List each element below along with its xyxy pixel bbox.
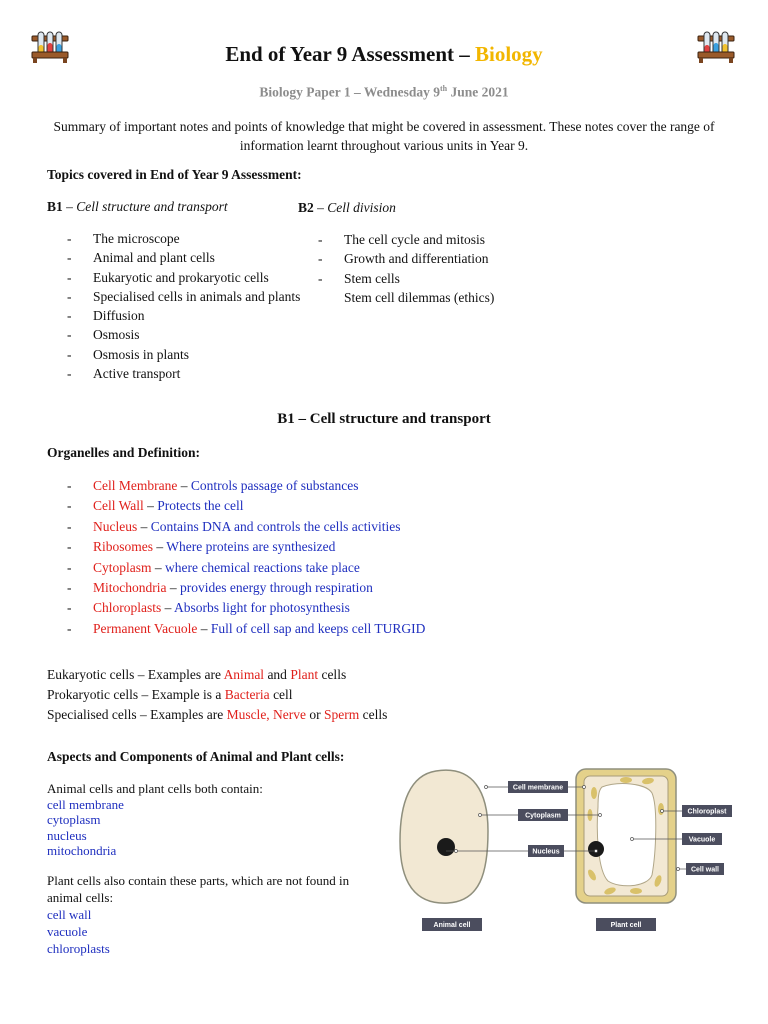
plant-intro: Plant cells also contain these parts, which are not found in animal cells: [47, 873, 350, 905]
list-item: - Cytoplasm – where chemical reactions take place [67, 559, 360, 575]
svg-text:Chloroplast: Chloroplast [687, 808, 727, 816]
list-item: cell wall [47, 907, 92, 922]
animal-nucleus [437, 838, 455, 856]
section-title: B1 – Cell structure and transport [277, 411, 491, 427]
svg-text:Cell membrane: Cell membrane [512, 784, 564, 792]
list-item: - Osmosis in plants [67, 346, 190, 362]
shared-components [47, 781, 387, 859]
b1-topic-heading: B1 – Cell structure and transport [47, 199, 228, 214]
label-animal-cell [422, 918, 482, 931]
cell-diagram [396, 763, 736, 938]
b2-topic-list [318, 230, 494, 307]
shared-intro: Animal cells and plant cells both contain: [47, 781, 263, 796]
svg-text:Vacuole: Vacuole [688, 836, 716, 844]
specialised-example: Specialised cells – Examples are Muscle, Nerve or Sperm cells [47, 707, 388, 722]
list-item: cytoplasm [47, 812, 101, 827]
label-plant-cell [596, 918, 656, 931]
list-item: - Growth and differentiation [318, 251, 489, 267]
list-item: - Stem cells [318, 270, 400, 286]
organelles-heading: Organelles and Definition: [47, 445, 201, 460]
label-cell-wall [686, 863, 724, 875]
page-title: End of Year 9 Assessment – Biology [225, 42, 543, 66]
aspects-heading: Aspects and Components of Animal and Plant cells: [47, 749, 345, 764]
animal-cell-body [400, 770, 488, 903]
list-item: - Specialised cells in animals and plants [67, 288, 301, 304]
label-cytoplasm [518, 809, 568, 821]
list-item: - The microscope [67, 231, 180, 246]
svg-text:Nucleus: Nucleus [532, 848, 560, 856]
svg-text:Cell wall: Cell wall [690, 866, 720, 874]
prokaryotic-example: Prokaryotic cells – Example is a Bacteria cell [47, 687, 293, 702]
title-accent: Biology [475, 42, 543, 66]
summary-text: Summary of important notes and points of knowledge that might be covered in assessment. These notes cover the range of information learnt throughout various units in Year 9. [53, 119, 715, 153]
svg-text:Plant cell: Plant cell [610, 922, 642, 929]
list-item: chloroplasts [47, 941, 110, 956]
b1-topic-list [67, 229, 300, 383]
list-item: - Animal and plant cells [67, 250, 215, 266]
list-item: mitochondria [47, 843, 117, 858]
label-nucleus [528, 845, 564, 857]
list-item: - Permanent Vacuole – Full of cell sap and keeps cell TURGID [67, 620, 426, 636]
list-item: - Ribosomes – Where proteins are synthesized [67, 539, 336, 555]
svg-text:Animal cell: Animal cell [433, 922, 471, 929]
list-item: vacuole [47, 924, 88, 939]
label-vacuole [682, 833, 722, 845]
list-item: - Chloroplasts – Absorbs light for photosynthesis [67, 600, 350, 616]
list-item: - Osmosis [67, 327, 140, 343]
cell-examples [47, 665, 387, 725]
paper-subtitle: Biology Paper 1 – Wednesday 9th June 2021 [259, 84, 509, 100]
list-item: - Mitochondria – provides energy through respiration [67, 580, 373, 596]
topics-heading: Topics covered in End of Year 9 Assessment: [47, 167, 302, 182]
list-item: - Eukaryotic and prokaryotic cells [67, 269, 269, 285]
label-cell-membrane [508, 781, 568, 793]
list-item: cell membrane [47, 796, 124, 812]
list-item: - Cell Wall – Protects the cell [67, 498, 244, 514]
list-item: - The cell cycle and mitosis [318, 232, 485, 247]
list-item: Stem cell dilemmas (ethics) [344, 289, 495, 305]
eukaryotic-example: Eukaryotic cells – Examples are Animal and Plant cells [47, 667, 347, 682]
organelles-list [67, 476, 425, 639]
plant-nucleus [588, 841, 604, 857]
list-item: - Diffusion [67, 308, 145, 324]
list-item: - Nucleus – Contains DNA and controls the cells activities [67, 518, 401, 534]
list-item: nucleus [47, 827, 87, 843]
b2-topic-heading: B2 – Cell division [298, 200, 396, 215]
plant-vacuole [597, 784, 655, 886]
list-item: - Cell Membrane – Controls passage of substances [67, 478, 359, 493]
label-chloroplast [682, 805, 732, 817]
list-item: - Active transport [67, 366, 181, 382]
plant-only-components [47, 872, 387, 957]
svg-text:Cytoplasm: Cytoplasm [525, 812, 561, 820]
